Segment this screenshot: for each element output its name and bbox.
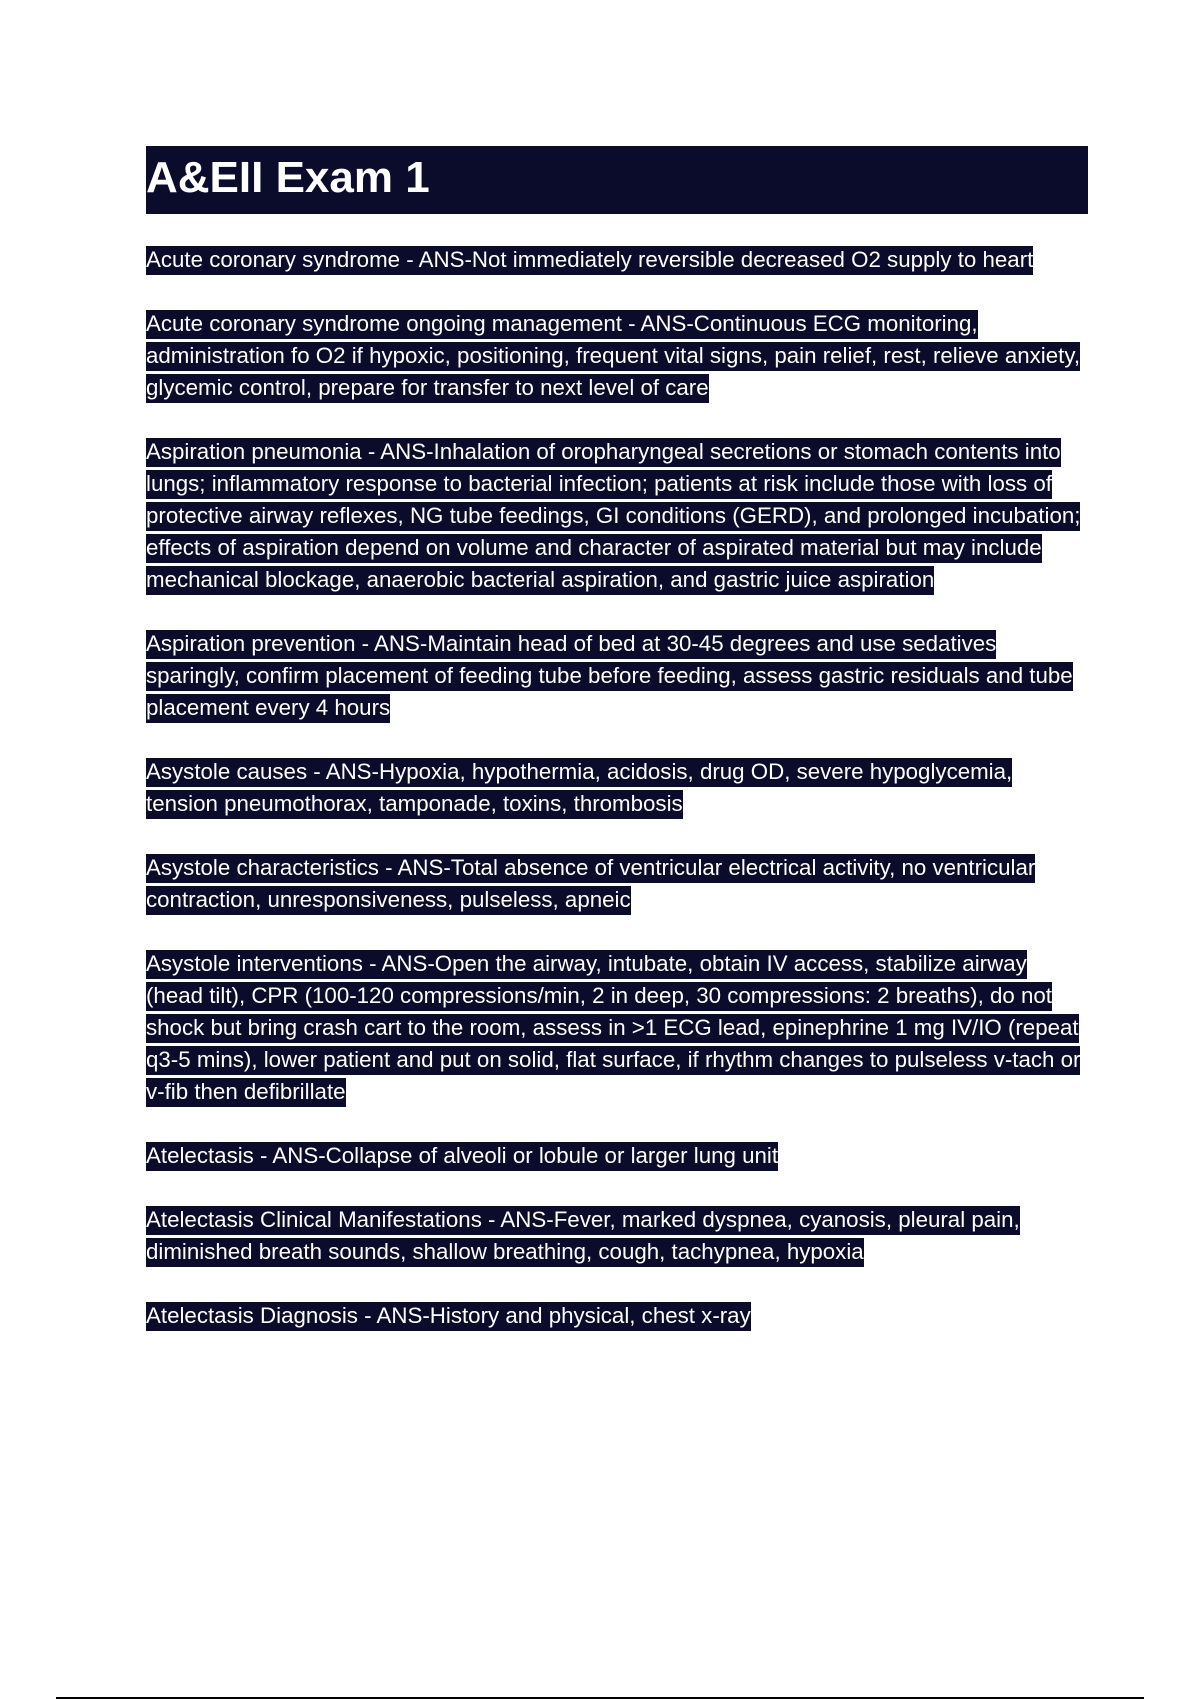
entry-text: Atelectasis Diagnosis - ANS-History and physical, chest x-ray [146,1302,751,1331]
entry [146,1204,1086,1268]
entry-text: Acute coronary syndrome ongoing management - ANS-Continuous ECG monitoring, administration fo O2 if hypoxic, positioning, frequent vital signs, pain relief, rest, relieve anxiety, glycemic control, prepare for transfer to next level of care [146,310,1080,403]
entry [146,756,1086,820]
entry [146,1140,1086,1172]
entries-list [146,244,1086,1364]
entry [146,948,1086,1108]
entry [146,244,1086,276]
bottom-rule-divider [56,1697,1144,1699]
entry-text: Asystole interventions - ANS-Open the airway, intubate, obtain IV access, stabilize airway (head tilt), CPR (100-120 compressions/min, 2 in deep, 30 compressions: 2 breaths), do not shock but bring crash cart to the room, assess in >1 ECG lead, epinephrine 1 mg IV/IO (repeat q3-5 mins), lower patient and put on solid, flat surface, if rhythm changes to pulseless v-tach or v-fib then defibrillate [146,950,1080,1107]
entry [146,308,1086,404]
entry [146,628,1086,724]
entry-text: Asystole causes - ANS-Hypoxia, hypothermia, acidosis, drug OD, severe hypoglycemia, tension pneumothorax, tamponade, toxins, thrombosis [146,758,1012,819]
entry-text: Aspiration pneumonia - ANS-Inhalation of oropharyngeal secretions or stomach contents into lungs; inflammatory response to bacterial infection; patients at risk include those with loss of protective airway reflexes, NG tube feedings, GI conditions (GERD), and prolonged incubation; effects of aspiration depend on volume and character of aspirated material but may include mechanical blockage, anaerobic bacterial aspiration, and gastric juice aspiration [146,438,1080,595]
entry-text: Atelectasis Clinical Manifestations - ANS-Fever, marked dyspnea, cyanosis, pleural pain, diminished breath sounds, shallow breathing, cough, tachypnea, hypoxia [146,1206,1020,1267]
entry-text: Acute coronary syndrome - ANS-Not immediately reversible decreased O2 supply to heart [146,246,1033,275]
document-title: A&EII Exam 1 [146,153,430,202]
entry [146,852,1086,916]
title-banner [146,146,1088,214]
entry [146,1300,1086,1332]
entry [146,436,1086,596]
entry-text: Aspiration prevention - ANS-Maintain head of bed at 30-45 degrees and use sedatives sparingly, confirm placement of feeding tube before feeding, assess gastric residuals and tube placement every 4 hours [146,630,1073,723]
entry-text: Atelectasis - ANS-Collapse of alveoli or lobule or larger lung unit [146,1142,778,1171]
entry-text: Asystole characteristics - ANS-Total absence of ventricular electrical activity, no ventricular contraction, unresponsiveness, pulseless, apneic [146,854,1035,915]
